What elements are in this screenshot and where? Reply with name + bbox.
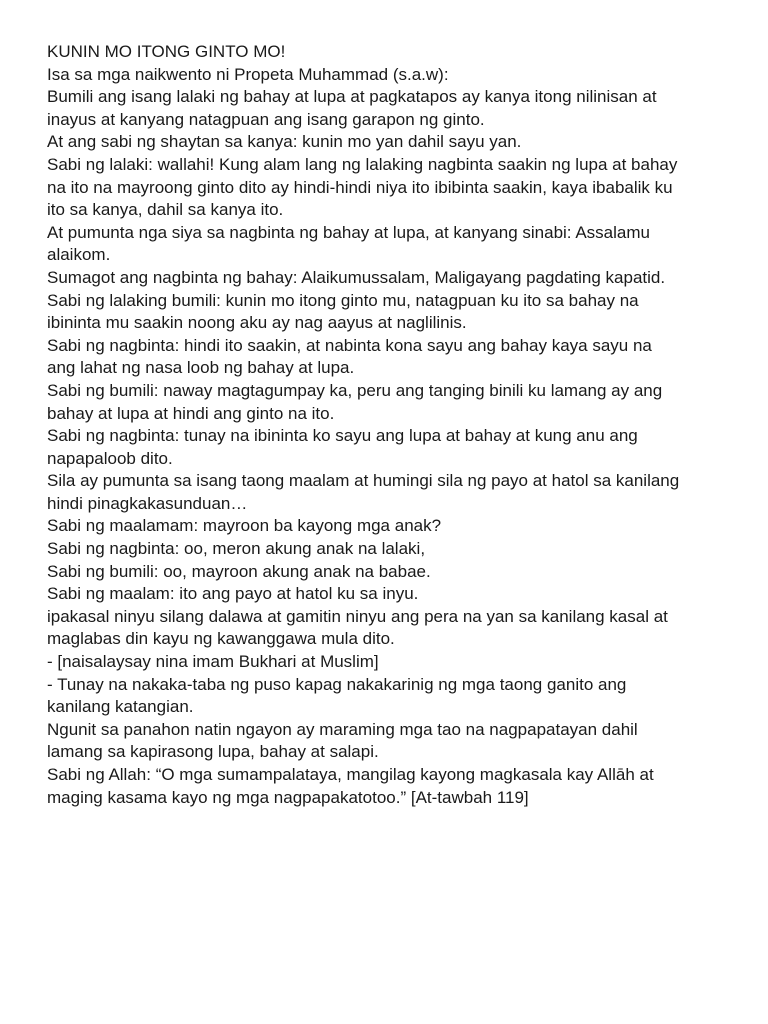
text-line: Ngunit sa panahon natin ngayon ay maraming mga tao na nagpapatayan dahil: [47, 719, 638, 739]
text-line: ang lahat ng nasa loob ng bahay at lupa.: [47, 358, 355, 378]
text-line: na ito na mayroong ginto dito ay hindi-hindi niya ito ibibinta saakin, kaya ibabalik ku: [47, 177, 673, 197]
text-line: hindi pinagkakasunduan…: [47, 493, 248, 513]
text-line: Sabi ng Allah: “O mga sumampalataya, mangilag kayong magkasala kay Allāh at: [47, 765, 654, 784]
text-line: inayus at kanyang natagpuan ang isang garapon ng ginto.: [47, 109, 485, 129]
text-line: Sabi ng nagbinta: hindi ito saakin, at nabinta kona sayu ang bahay kaya sayu na: [47, 335, 652, 355]
document-title: KUNIN MO ITONG GINTO MO!: [47, 42, 286, 61]
text-line: Sabi ng nagbinta: tunay na ibininta ko sayu ang lupa at bahay at kung anu ang: [47, 426, 638, 446]
text-line: ito sa kanya, dahil sa kanya ito.: [47, 200, 284, 220]
text-line: ibininta mu saakin noong aku ay nag aayus at naglilinis.: [47, 313, 467, 333]
document-body: [47, 41, 737, 809]
text-line: Sabi ng bumili: naway magtagumpay ka, peru ang tanging binili ku lamang ay ang: [47, 380, 663, 400]
text-line: Sabi ng lalaki: wallahi! Kung alam lang ng lalaking nagbinta saakin ng lupa at bahay: [47, 154, 678, 174]
text-line: - [naisalaysay nina imam Bukhari at Muslim]: [47, 652, 379, 672]
text-line: lamang sa kapirasong lupa, bahay at salapi.: [47, 742, 379, 762]
text-line: kanilang katangian.: [47, 697, 194, 717]
text-line: Sabi ng nagbinta: oo, meron akung anak na lalaki,: [47, 539, 426, 559]
text-line: Sila ay pumunta sa isang taong maalam at humingi sila ng payo at hatol sa kanilang: [47, 471, 680, 491]
text-line: Sumagot ang nagbinta ng bahay: Alaikumussalam, Maligayang pagdating kapatid.: [47, 267, 666, 287]
text-line: napapaloob dito.: [47, 448, 173, 468]
text-line: - Tunay na nakaka-taba ng puso kapag nakakarinig ng mga taong ganito ang: [47, 674, 627, 694]
text-line: alaikom.: [47, 245, 111, 265]
text-line: Sabi ng maalamam: mayroon ba kayong mga anak?: [47, 516, 442, 536]
text-line: Isa sa mga naikwento ni Propeta Muhammad (s.a.w):: [47, 64, 449, 84]
text-line: Sabi ng maalam: ito ang payo at hatol ku sa inyu.: [47, 584, 419, 604]
text-line: maging kasama kayo ng mga nagpapakatotoo.” [At-tawbah 119]: [47, 787, 529, 807]
text-line: ipakasal ninyu silang dalawa at gamitin ninyu ang pera na yan sa kanilang kasal at: [47, 606, 668, 626]
text-line: maglabas din kayu ng kawanggawa mula dito.: [47, 629, 395, 649]
text-line: At pumunta nga siya sa nagbinta ng bahay at lupa, at kanyang sinabi: Assalamu: [47, 222, 650, 242]
text-line: At ang sabi ng shaytan sa kanya: kunin mo yan dahil sayu yan.: [47, 132, 522, 152]
text-line: Sabi ng bumili: oo, mayroon akung anak na babae.: [47, 561, 431, 581]
text-line: Bumili ang isang lalaki ng bahay at lupa at pagkatapos ay kanya itong nilinisan at: [47, 87, 657, 107]
text-line: bahay at lupa at hindi ang ginto na ito.: [47, 403, 335, 423]
text-line: Sabi ng lalaking bumili: kunin mo itong ginto mu, natagpuan ku ito sa bahay na: [47, 290, 639, 310]
